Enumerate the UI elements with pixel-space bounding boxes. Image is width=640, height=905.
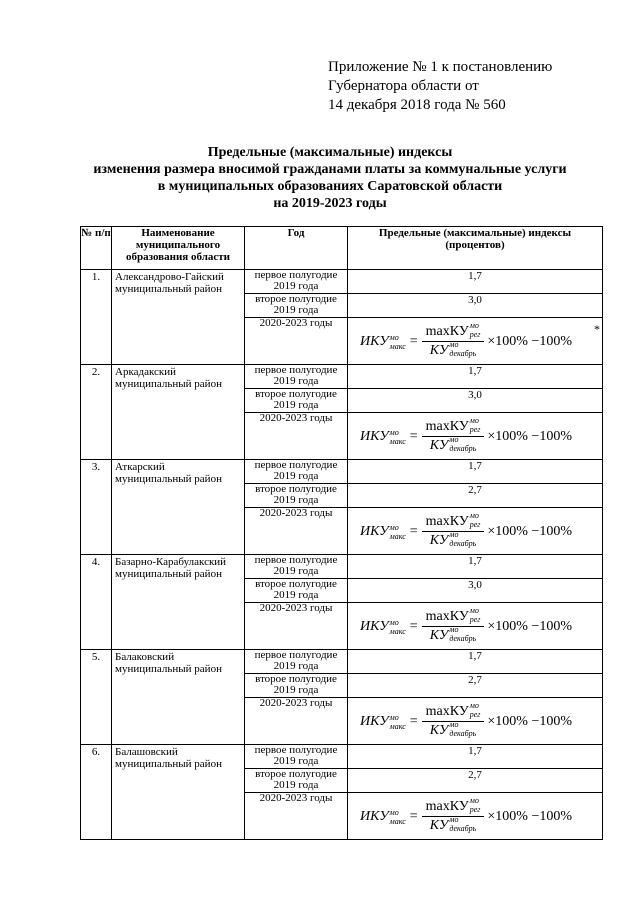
formula-denominator-indices xyxy=(449,720,476,738)
period-second-half: второе полугодие 2019 года xyxy=(245,674,348,698)
formula-tail: ×100% −100% xyxy=(487,523,573,539)
period-2020-2023: 2020-2023 годы xyxy=(245,793,348,840)
index-formula-cell xyxy=(348,603,603,650)
formula-lhs xyxy=(360,333,406,351)
index-first-half: 1,7 xyxy=(348,745,603,769)
formula-lhs-symbol: ИКУ xyxy=(360,808,389,824)
formula-lhs-indices xyxy=(390,428,406,446)
formula-lhs-sup: мо xyxy=(389,807,399,817)
formula-fraction xyxy=(422,511,485,549)
index-first-half: 1,7 xyxy=(348,555,603,579)
formula-lhs-sup: мо xyxy=(389,332,399,342)
formula-denominator-sup: мо xyxy=(449,720,459,729)
period-second-half: второе полугодие 2019 года xyxy=(245,579,348,603)
formula-denominator-sub: декабрь xyxy=(449,444,477,453)
appendix-reference xyxy=(328,58,552,115)
row-number: 4. xyxy=(81,555,112,650)
formula-numerator-symbol: maxКУ xyxy=(425,324,469,339)
formula-numerator-indices xyxy=(470,511,481,529)
indices-table xyxy=(80,226,603,840)
period-second-half: второе полугодие 2019 года xyxy=(245,484,348,508)
formula-denominator xyxy=(430,342,476,359)
header-name: Наименование муниципального образования области xyxy=(112,227,245,270)
period-2020-2023: 2020-2023 годы xyxy=(245,698,348,745)
formula-equals: = xyxy=(409,428,418,444)
formula-numerator-sub: рег xyxy=(469,520,481,529)
index-second-half: 3,0 xyxy=(348,294,603,318)
formula-numerator-sup: мо xyxy=(469,416,479,425)
formula-tail: ×100% −100% xyxy=(487,808,573,824)
formula-lhs-sub: макс xyxy=(389,816,406,826)
period-first-half: первое полугодие 2019 года xyxy=(245,650,348,674)
period-first-half: первое полугодие 2019 года xyxy=(245,555,348,579)
formula-lhs-sub: макс xyxy=(389,436,406,446)
index-first-half: 1,7 xyxy=(348,270,603,294)
formula-numerator-sub: рег xyxy=(469,330,481,339)
municipality-name: Балашовский муниципальный район xyxy=(112,745,245,840)
formula-denominator xyxy=(430,627,476,644)
index-formula-cell xyxy=(348,508,603,555)
formula-numerator-symbol: maxКУ xyxy=(425,799,469,814)
formula-numerator-sub: рег xyxy=(469,805,481,814)
formula-tail: ×100% −100% xyxy=(487,618,573,634)
formula-denominator-sup: мо xyxy=(449,340,459,349)
municipality-name: Аткарский муниципальный район xyxy=(112,460,245,555)
row-number: 1. xyxy=(81,270,112,365)
formula-lhs xyxy=(360,713,406,731)
index-second-half: 3,0 xyxy=(348,389,603,413)
formula-denominator-symbol: КУ xyxy=(429,723,449,738)
row-number: 3. xyxy=(81,460,112,555)
table-header-row xyxy=(81,227,603,270)
formula-fraction xyxy=(422,321,485,359)
index-second-half: 2,7 xyxy=(348,674,603,698)
index-formula xyxy=(360,701,573,739)
formula-numerator-symbol: maxКУ xyxy=(425,704,469,719)
formula-denominator-sub: декабрь xyxy=(449,634,477,643)
formula-lhs xyxy=(360,618,406,636)
formula-denominator-symbol: КУ xyxy=(429,818,449,833)
period-first-half: первое полугодие 2019 года xyxy=(245,270,348,294)
appendix-line-1: Приложение № 1 к постановлению xyxy=(328,59,553,75)
formula-numerator-symbol: maxКУ xyxy=(425,514,469,529)
formula-lhs xyxy=(360,808,406,826)
formula-numerator-sup: мо xyxy=(469,321,479,330)
table-row-first-half xyxy=(81,365,603,389)
formula-denominator-symbol: КУ xyxy=(429,343,449,358)
formula-numerator-sub: рег xyxy=(469,425,481,434)
period-second-half: второе полугодие 2019 года xyxy=(245,769,348,793)
appendix-line-3: 14 декабря 2018 года № 560 xyxy=(328,97,506,113)
formula-lhs-sub: макс xyxy=(389,626,406,636)
formula-equals: = xyxy=(409,523,418,539)
index-formula xyxy=(360,511,573,549)
document-title xyxy=(70,144,590,212)
index-first-half: 1,7 xyxy=(348,365,603,389)
formula-tail: ×100% −100% xyxy=(487,333,573,349)
formula-tail: ×100% −100% xyxy=(487,713,573,729)
period-first-half: первое полугодие 2019 года xyxy=(245,745,348,769)
header-index: Предельные (максимальные) индексы (процентов) xyxy=(348,227,603,270)
formula-lhs xyxy=(360,428,406,446)
formula-numerator-indices xyxy=(470,701,481,719)
table-row-first-half xyxy=(81,745,603,769)
formula-lhs-sup: мо xyxy=(389,712,399,722)
municipality-name: Александрово-Гайский муниципальный район xyxy=(112,270,245,365)
formula-equals: = xyxy=(409,333,418,349)
period-2020-2023: 2020-2023 годы xyxy=(245,603,348,650)
formula-lhs-indices xyxy=(390,523,406,541)
index-second-half: 3,0 xyxy=(348,579,603,603)
period-second-half: второе полугодие 2019 года xyxy=(245,389,348,413)
table-row-first-half xyxy=(81,555,603,579)
index-formula xyxy=(360,416,573,454)
formula-denominator-indices xyxy=(449,530,476,548)
index-formula-cell xyxy=(348,698,603,745)
title-line-4: на 2019-2023 годы xyxy=(273,196,387,211)
formula-denominator xyxy=(430,532,476,549)
formula-denominator-sup: мо xyxy=(449,435,459,444)
index-second-half: 2,7 xyxy=(348,769,603,793)
formula-numerator-indices xyxy=(470,796,481,814)
formula-numerator-sup: мо xyxy=(469,796,479,805)
formula-lhs xyxy=(360,523,406,541)
formula-lhs-sub: макс xyxy=(389,531,406,541)
formula-lhs-indices xyxy=(390,618,406,636)
formula-equals: = xyxy=(409,808,418,824)
formula-numerator-symbol: maxКУ xyxy=(425,609,469,624)
index-formula xyxy=(360,796,573,834)
period-first-half: первое полугодие 2019 года xyxy=(245,460,348,484)
formula-numerator-sup: мо xyxy=(469,511,479,520)
formula-denominator-indices xyxy=(449,815,476,833)
formula-numerator-indices xyxy=(470,606,481,624)
period-second-half: второе полугодие 2019 года xyxy=(245,294,348,318)
formula-numerator-sup: мо xyxy=(469,701,479,710)
table-row-first-half xyxy=(81,650,603,674)
formula-lhs-symbol: ИКУ xyxy=(360,428,389,444)
index-formula-cell xyxy=(348,413,603,460)
formula-lhs-sub: макс xyxy=(389,721,406,731)
row-number: 2. xyxy=(81,365,112,460)
formula-denominator xyxy=(430,817,476,834)
index-formula-cell xyxy=(348,793,603,840)
period-2020-2023: 2020-2023 годы xyxy=(245,508,348,555)
formula-equals: = xyxy=(409,618,418,634)
table-body xyxy=(81,270,603,840)
formula-numerator-sub: рег xyxy=(469,710,481,719)
formula-lhs-indices xyxy=(390,333,406,351)
formula-lhs-sup: мо xyxy=(389,617,399,627)
formula-equals: = xyxy=(409,713,418,729)
period-2020-2023: 2020-2023 годы xyxy=(245,318,348,365)
formula-fraction xyxy=(422,606,485,644)
formula-footnote-mark: * xyxy=(594,322,600,336)
formula-denominator-indices xyxy=(449,340,476,358)
index-first-half: 1,7 xyxy=(348,650,603,674)
row-number: 6. xyxy=(81,745,112,840)
formula-numerator-sup: мо xyxy=(469,606,479,615)
formula-lhs-sub: макс xyxy=(389,341,406,351)
formula-lhs-sup: мо xyxy=(389,522,399,532)
formula-denominator-sup: мо xyxy=(449,530,459,539)
index-second-half: 2,7 xyxy=(348,484,603,508)
formula-fraction xyxy=(422,701,485,739)
formula-denominator-symbol: КУ xyxy=(429,628,449,643)
formula-denominator-indices xyxy=(449,435,476,453)
formula-numerator-sub: рег xyxy=(469,615,481,624)
formula-lhs-indices xyxy=(390,808,406,826)
formula-fraction xyxy=(422,416,485,454)
row-number: 5. xyxy=(81,650,112,745)
formula-denominator-sup: мо xyxy=(449,625,459,634)
period-first-half: первое полугодие 2019 года xyxy=(245,365,348,389)
formula-denominator-sub: декабрь xyxy=(449,349,477,358)
formula-denominator-sub: декабрь xyxy=(449,729,477,738)
title-line-3: в муниципальных образованиях Саратовской области xyxy=(157,179,503,194)
formula-lhs-symbol: ИКУ xyxy=(360,618,389,634)
formula-denominator xyxy=(430,722,476,739)
formula-denominator-sub: декабрь xyxy=(449,539,477,548)
appendix-line-2: Губернатора области от xyxy=(328,78,479,94)
formula-numerator-indices xyxy=(470,321,481,339)
formula-lhs-sup: мо xyxy=(389,427,399,437)
title-line-2: изменения размера вносимой гражданами платы за коммунальные услуги xyxy=(93,162,567,177)
period-2020-2023: 2020-2023 годы xyxy=(245,413,348,460)
formula-lhs-symbol: ИКУ xyxy=(360,333,389,349)
index-first-half: 1,7 xyxy=(348,460,603,484)
index-formula-cell xyxy=(348,318,603,365)
municipality-name: Базарно-Карабулакский муниципальный район xyxy=(112,555,245,650)
formula-numerator-symbol: maxКУ xyxy=(425,419,469,434)
index-formula xyxy=(360,321,573,359)
formula-tail: ×100% −100% xyxy=(487,428,573,444)
formula-denominator-sub: декабрь xyxy=(449,824,477,833)
formula-lhs-symbol: ИКУ xyxy=(360,713,389,729)
formula-lhs-indices xyxy=(390,713,406,731)
table-row-first-half xyxy=(81,460,603,484)
formula-denominator-symbol: КУ xyxy=(429,438,449,453)
formula-numerator-indices xyxy=(470,416,481,434)
title-line-1: Предельные (максимальные) индексы xyxy=(207,145,453,160)
index-formula xyxy=(360,606,573,644)
formula-lhs-symbol: ИКУ xyxy=(360,523,389,539)
formula-denominator-indices xyxy=(449,625,476,643)
municipality-name: Балаковский муниципальный район xyxy=(112,650,245,745)
formula-denominator-symbol: КУ xyxy=(429,533,449,548)
formula-fraction xyxy=(422,796,485,834)
header-period: Год xyxy=(245,227,348,270)
municipality-name: Аркадакский муниципальный район xyxy=(112,365,245,460)
formula-denominator-sup: мо xyxy=(449,815,459,824)
table-row-first-half xyxy=(81,270,603,294)
formula-denominator xyxy=(430,437,476,454)
header-num: № п/п xyxy=(81,227,112,270)
